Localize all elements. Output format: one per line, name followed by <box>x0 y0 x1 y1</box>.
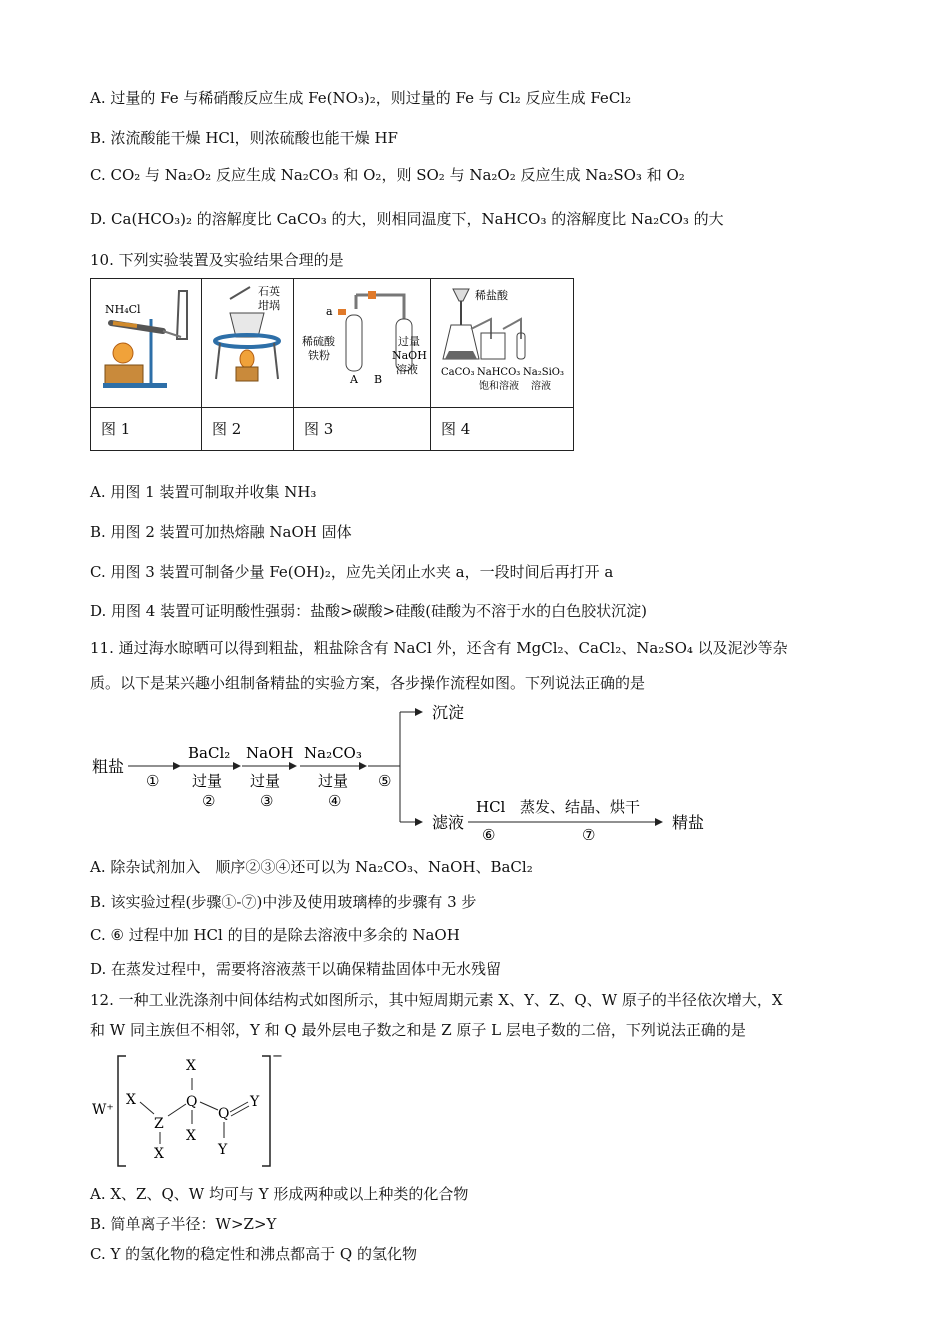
flow-step-2: ② <box>202 792 216 810</box>
q11-option-d: D. 在蒸发过程中，需要将溶液蒸干以确保精盐固体中无水残留 <box>90 960 502 978</box>
fig3-valve-label: a <box>326 305 333 318</box>
fig1-reagent-label: NH₄Cl <box>105 303 141 316</box>
flow-excess-1: 过量 <box>192 772 223 790</box>
fig3-label: 图 3 <box>304 420 334 438</box>
q9-option-d: D. Ca(HCO₃)₂ 的溶解度比 CaCO₃ 的大，则相同温度下，NaHCO₃ 的溶解度比 Na₂CO₃ 的大 <box>90 210 724 228</box>
fig3-left-label-1: 稀硫酸 <box>302 335 335 348</box>
fig3-right-label-2: NaOH <box>392 349 427 362</box>
q12-stem-line-2: 和 W 同主族但不相邻，Y 和 Q 最外层电子数之和是 Z 原子 L 层电子数的二倍，下列说法正确的是 <box>90 1021 746 1039</box>
fig4-nahco3-label: NaHCO₃ <box>477 367 521 378</box>
fig3-ferrous-hydroxide-apparatus <box>294 279 430 403</box>
fig3-left-label-2: 铁粉 <box>308 349 330 362</box>
flow-step-1: ① <box>146 772 160 790</box>
flow-step-7: ⑦ <box>582 826 596 840</box>
fig4-funnel-label: 稀盐酸 <box>475 289 508 302</box>
flow-excess-3: 过量 <box>318 772 349 790</box>
fig3-right-label-1: 过量 <box>398 335 420 348</box>
flow-product: 精盐 <box>672 813 705 832</box>
q12-option-a: A. X、Z、Q、W 均可与 Y 形成两种或以上种类的化合物 <box>90 1185 469 1203</box>
fig2-crucible-label-2: 坩埚 <box>258 299 280 312</box>
atom-x-left: X <box>126 1092 136 1108</box>
fig4-caco3-label: CaCO₃ <box>441 367 475 378</box>
flow-reagent-na2co3: Na₂CO₃ <box>304 744 362 762</box>
atom-q-right: Q <box>218 1106 230 1122</box>
q10-option-d: D. 用图 4 装置可证明酸性强弱：盐酸>碳酸>硅酸(硅酸为不溶于水的白色胶状沉淀) <box>90 602 647 620</box>
q12-option-c: C. Y 的氢化物的稳定性和沸点都高于 Q 的氢化物 <box>90 1245 417 1263</box>
q11-option-a: A. 除杂试剂加入 顺序②③④还可以为 Na₂CO₃、NaOH、BaCl₂ <box>90 858 533 876</box>
q12-stem-line-1: 12. 一种工业洗涤剂中间体结构式如图所示，其中短周期元素 X、Y、Z、Q、W 原子的半径依次增大，X <box>90 991 783 1009</box>
q10-option-a: A. 用图 1 装置可制取并收集 NH₃ <box>90 483 317 501</box>
fig2-crucible-apparatus <box>202 279 293 403</box>
fig2-label: 图 2 <box>212 420 242 438</box>
atom-z: Z <box>154 1116 164 1132</box>
flow-acid: HCl <box>476 798 506 816</box>
fig2-crucible-label-1: 石英 <box>258 285 280 298</box>
q10-figure-table <box>90 278 574 451</box>
flow-filtrate: 滤液 <box>432 813 465 832</box>
fig4-na2sio3-label: Na₂SiO₃ <box>523 367 564 378</box>
fig3-tube-b-label: B <box>374 373 383 386</box>
structure-cation: W⁺ <box>92 1102 114 1118</box>
flow-reagent-bacl2: BaCl₂ <box>188 744 231 762</box>
fig1-label: 图 1 <box>101 420 131 438</box>
fig4-label: 图 4 <box>441 420 471 438</box>
q9-option-b: B. 浓流酸能干燥 HCl，则浓硫酸也能干燥 HF <box>90 129 398 147</box>
atom-x-top: X <box>186 1058 196 1074</box>
atom-y-double: Y <box>250 1094 260 1110</box>
q10-stem: 10. 下列实验装置及实验结果合理的是 <box>90 251 344 269</box>
fig3-tube-a-label: A <box>350 373 358 386</box>
q10-option-c: C. 用图 3 装置可制备少量 Fe(OH)₂，应先关闭止水夹 a，一段时间后再打开 a <box>90 563 614 581</box>
flow-step-4: ④ <box>328 792 342 810</box>
q12-structure-formula <box>90 1048 290 1174</box>
q12-option-b: B. 简单离子半径：W>Z>Y <box>90 1215 277 1233</box>
flow-excess-2: 过量 <box>250 772 281 790</box>
structure-charge: − <box>272 1049 283 1064</box>
fig4-solution-label: 溶液 <box>531 381 551 392</box>
q11-stem-line-1: 11. 通过海水晾晒可以得到粗盐，粗盐除含有 NaCl 外，还含有 MgCl₂、CaCl₂、Na₂SO₄ 以及泥沙等杂 <box>90 639 788 657</box>
fig3-right-label-3: 溶液 <box>396 363 418 376</box>
atom-x-below-z: X <box>154 1146 164 1162</box>
q11-option-b: B. 该实验过程(步骤①-⑦)中涉及使用玻璃棒的步骤有 3 步 <box>90 893 477 911</box>
flow-reagent-naoh: NaOH <box>246 744 294 762</box>
flow-step-5: ⑤ <box>378 772 392 790</box>
q10-option-b: B. 用图 2 装置可加热熔融 NaOH 固体 <box>90 523 352 541</box>
q9-option-a: A. 过量的 Fe 与稀硝酸反应生成 Fe(NO₃)₂，则过量的 Fe 与 Cl₂ 反应生成 FeCl₂ <box>90 89 632 107</box>
atom-q-center: Q <box>186 1094 198 1110</box>
flow-final-ops: 蒸发、结晶、烘干 <box>520 798 641 816</box>
q9-option-c: C. CO₂ 与 Na₂O₂ 反应生成 Na₂CO₃ 和 O₂，则 SO₂ 与 Na₂O₂ 反应生成 Na₂SO₃ 和 O₂ <box>90 166 685 184</box>
fig1-ammonia-apparatus <box>91 279 201 403</box>
flow-step-3: ③ <box>260 792 274 810</box>
flow-step-6: ⑥ <box>482 826 496 840</box>
flow-precipitate: 沉淀 <box>432 703 465 722</box>
fig4-saturated-label: 饱和溶液 <box>479 381 519 392</box>
flow-start: 粗盐 <box>92 757 125 776</box>
q11-stem-line-2: 质。以下是某兴趣小组制备精盐的实验方案，各步操作流程如图。下列说法正确的是 <box>90 674 646 692</box>
atom-y-below: Y <box>218 1142 228 1158</box>
atom-x-below-q: X <box>186 1128 196 1144</box>
q11-flow-diagram <box>88 700 728 840</box>
q11-option-c: C. ⑥ 过程中加 HCl 的目的是除去溶液中多余的 NaOH <box>90 926 460 944</box>
fig4-acid-strength-apparatus <box>431 279 573 403</box>
